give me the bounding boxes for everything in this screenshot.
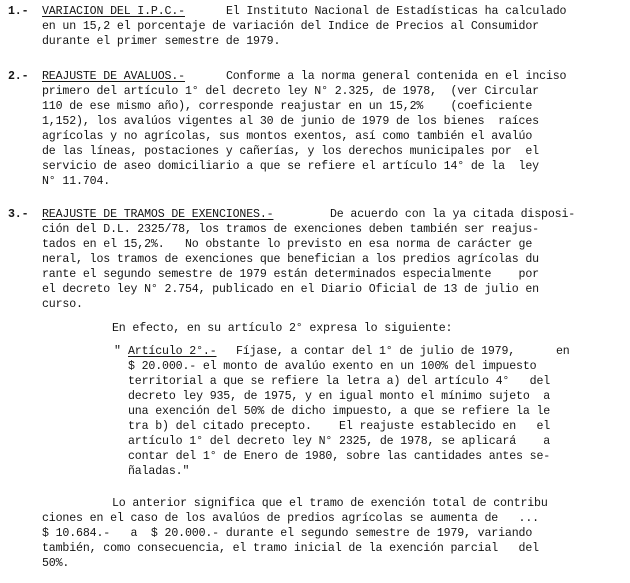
body-line: neral, los tramos de exenciones que benefician a los predios agrícolas du (42, 253, 539, 266)
body-line: de las líneas, postaciones y cañerías, y los derechos municipales por el (42, 145, 539, 158)
body-line: durante el primer semestre de 1979. (42, 35, 281, 48)
quote-intro: En efecto, en su artículo 2° expresa lo siguiente: (112, 322, 453, 335)
body-line: servicio de aseo domiciliario a que se refiere el artículo 14° de la ley (42, 160, 539, 173)
closing-line: 50%. (42, 557, 70, 570)
quote-line: territorial a que se refiere la letra a) del artículo 4° del (128, 375, 551, 388)
body-line: primero del artículo 1° del decreto ley N° 2.325, de 1978, (ver Circular (42, 85, 539, 98)
body-line: el decreto ley N° 2.754, publicado en el Diario Oficial de 13 de julio en (42, 283, 539, 296)
body-line: tados en el 15,2%. No obstante lo previsto en esa norma de carácter ge (42, 238, 533, 251)
body-line: 1,152), los avalúos vigentes al 30 de junio de 1979 de los bienes raíces (42, 115, 539, 128)
body-line: ción del D.L. 2325/78, los tramos de exenciones deben también ser reajus- (42, 223, 539, 236)
section-heading: REAJUSTE DE TRAMOS DE EXENCIONES.- (42, 208, 274, 221)
quote-line: artículo 1° del decreto ley N° 2325, de 1978, se aplicará a (128, 435, 551, 448)
quote-line: Fíjase, a contar del 1° de julio de 1979, en (236, 345, 570, 358)
body-line: en un 15,2 el porcentaje de variación del Indice de Precios al Consumidor (42, 20, 539, 33)
body-line: rante el segundo semestre de 1979 están determinados especialmente por (42, 268, 539, 281)
section-number: 3.- (8, 208, 29, 221)
body-line: curso. (42, 298, 83, 311)
body-line: agrícolas y no agrícolas, sus montos exentos, así como también el avalúo (42, 130, 533, 143)
body-line: 110 de ese mismo año), corresponde reajustar en un 15,2% (coeficiente (42, 100, 533, 113)
quote-line: decreto ley 935, de 1975, y en igual monto el mínimo sujeto a (128, 390, 551, 403)
body-line: N° 11.704. (42, 175, 111, 188)
section-number: 2.- (8, 70, 29, 83)
closing-line: $ 10.684.- a $ 20.000.- durante el segundo semestre de 1979, variando (42, 527, 533, 540)
quote-line: una exención del 50% de dicho impuesto, a que se refiere la le (128, 405, 551, 418)
section-number: 1.- (8, 5, 29, 18)
section-heading: REAJUSTE DE AVALUOS.- (42, 70, 185, 83)
quote-line: tra b) del citado precepto. El reajuste establecido en el (128, 420, 551, 433)
quote-label: Artículo 2°.- (128, 345, 217, 358)
quote-line: ñaladas." (128, 465, 190, 478)
quote-line: contar del 1° de Enero de 1980, sobre las cantidades antes se- (128, 450, 551, 463)
body-line: El Instituto Nacional de Estadísticas ha calculado (226, 5, 567, 18)
body-line: De acuerdo con la ya citada disposi- (330, 208, 576, 221)
section-heading: VARIACION DEL I.P.C.- (42, 5, 185, 18)
closing-line: Lo anterior significa que el tramo de exención total de contribu (112, 497, 548, 510)
quote-line: $ 20.000.- el monto de avalúo exento en un 100% del impuesto (128, 360, 537, 373)
quote-open-mark: " (114, 345, 121, 358)
body-line: Conforme a la norma general contenida en el inciso (226, 70, 567, 83)
closing-line: ciones en el caso de los avalúos de predios agrícolas se aumenta de ... (42, 512, 539, 525)
closing-line: también, como consecuencia, el tramo inicial de la exención parcial del (42, 542, 539, 555)
